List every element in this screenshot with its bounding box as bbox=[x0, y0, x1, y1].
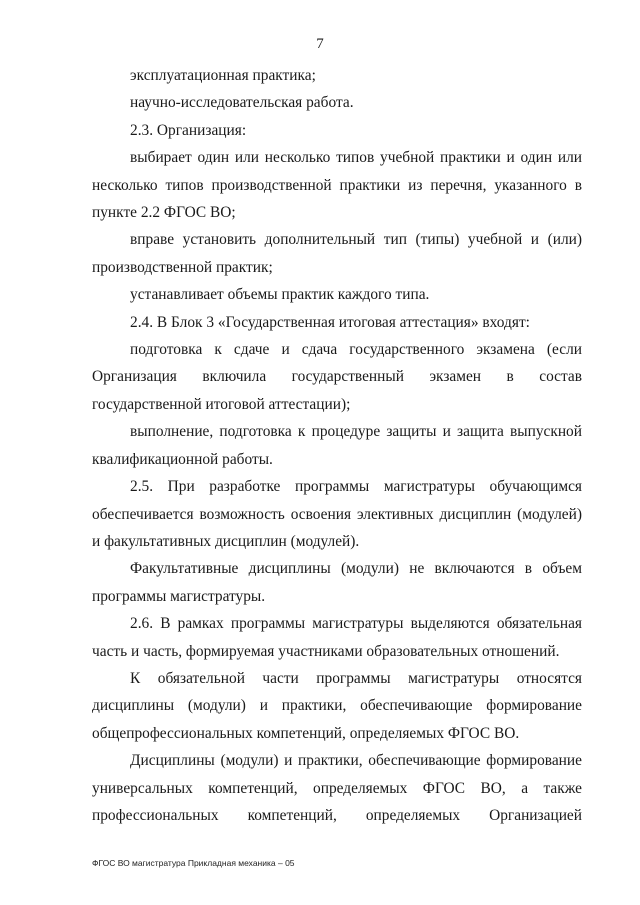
paragraph-optional-disciplines: Факультативные дисциплины (модули) не включаются в объем программы магистратуры. bbox=[92, 560, 582, 605]
section-heading-2-4: 2.4. В Блок 3 «Государственная итоговая аттестация» входят: bbox=[130, 313, 530, 331]
paragraph-practice-type: эксплуатационная практика; bbox=[130, 67, 316, 84]
paragraph-state-exam: подготовка к сдаче и сдача государственного экзамена (если Организация включила государственный экзамен в состав государственной итоговой аттестации); bbox=[92, 341, 582, 413]
paragraph-graduation-work: выполнение, подготовка к процедуре защиты и защита выпускной квалификационной работы. bbox=[92, 423, 582, 468]
paragraph-practice-volumes: устанавливает объемы практик каждого типа. bbox=[130, 286, 430, 304]
paragraph-section-2-6: 2.6. В рамках программы магистратуры выделяются обязательная часть и часть, формируемая участниками образовательных отношений. bbox=[92, 615, 582, 660]
paragraph-research-work: научно-исследовательская работа. bbox=[130, 94, 354, 112]
paragraph-section-2-5: 2.5. При разработке программы магистратуры обучающимся обеспечивается возможность освоения элективных дисциплин (модулей) и факультативных дисциплин (модулей). bbox=[92, 478, 582, 550]
section-heading-2-3: 2.3. Организация: bbox=[130, 121, 247, 139]
page-number: 7 bbox=[316, 36, 324, 52]
paragraph-additional-type: вправе установить дополнительный тип (типы) учебной и (или) производственной практик; bbox=[92, 231, 582, 276]
paragraph-chooses-practices: выбирает один или несколько типов учебной практики и один или несколько типов производственной практики из перечня, указанного в пункте 2.2 ФГОС ВО; bbox=[92, 149, 582, 222]
paragraph-universal-competencies: Дисциплины (модули) и практики, обеспечивающие формирование универсальных компетенций, определяемых ФГОС ВО, а также профессиональных компетенций, определяемых Организацией bbox=[92, 752, 582, 824]
paragraph-mandatory-part: К обязательной части программы магистратуры относятся дисциплины (модули) и практики, обеспечивающие формирование общепрофессиональных компетенций, определяемых ФГОС ВО. bbox=[92, 669, 582, 742]
page-footer: ФГОС ВО магистратура Прикладная механика – 05 bbox=[92, 858, 295, 868]
document-body bbox=[92, 62, 582, 829]
